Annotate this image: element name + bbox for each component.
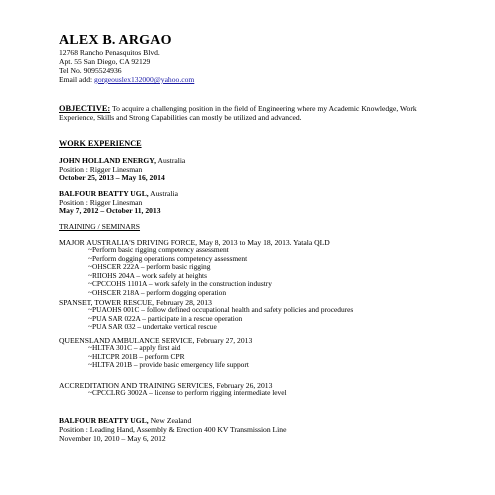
list-item: ~Perform basic rigging competency assessment [88, 245, 229, 254]
job-2-location: Australia [150, 189, 178, 198]
list-item: ~HLTFA 301C – apply first aid [88, 343, 181, 352]
list-item: ~Perform dogging operations competency assessment [88, 253, 248, 263]
job-3-employer-line [59, 416, 191, 425]
phone-line: Tel No. 9095524936 [59, 66, 122, 75]
job-1-employer: JOHN HOLLAND ENERGY, [59, 156, 156, 165]
job-1-employer-line [59, 156, 185, 165]
job-3-employer: BALFOUR BEATTY UGL, [59, 416, 149, 425]
job-3-location: New Zealand [150, 416, 192, 425]
training-group-2-title: SPANSET, TOWER RESCUE, February 28, 2013 [59, 298, 212, 307]
job-1-dates: October 25, 2013 – May 16, 2014 [59, 173, 165, 182]
applicant-name: ALEX B. ARGAO [59, 33, 172, 48]
address-line-1: 12768 Rancho Penasquitos Blvd. [59, 48, 160, 57]
job-2-dates: May 7, 2012 – October 11, 2013 [59, 206, 161, 215]
objective-label: OBJECTIVE: [59, 104, 111, 113]
email-link[interactable]: gorgeouslex132000@yahoo.com [94, 75, 195, 84]
job-3-position: Position : Leading Hand, Assembly & Erection 400 KV Transmission Line [59, 425, 287, 434]
work-experience-heading: WORK EXPERIENCE [59, 139, 142, 148]
job-3-dates: November 10, 2010 – May 6, 2012 [59, 434, 166, 443]
list-item: ~OHSCER 218A – perform dogging operation [88, 287, 227, 297]
job-2-position: Position : Rigger Linesman [59, 198, 143, 207]
list-item: ~CPCCOHS 1101A – work safely in the construction industry [88, 279, 272, 289]
objective-block [59, 104, 449, 123]
training-group-3-title: QUEENSLAND AMBULANCE SERVICE, February 27, 2013 [59, 336, 253, 345]
list-item: ~HLTFA 201B – provide basic emergency life support [88, 360, 249, 370]
job-2-employer-line [59, 189, 178, 198]
list-item: ~OHSCER 222A – perform basic rigging [88, 262, 211, 272]
list-item: ~RIIOHS 204A – work safely at heights [88, 270, 207, 280]
list-item: ~HLTCPR 201B – perform CPR [88, 351, 185, 361]
address-line-2: Apt. 55 San Diego, CA 92129 [59, 57, 151, 66]
training-group-4-title: ACCREDITATION AND TRAINING SERVICES, February 26, 2013 [59, 381, 273, 390]
training-group-1-title: MAJOR AUSTRALIA'S DRIVING FORCE, May 8, 2013 to May 18, 2013. Yatala QLD [59, 238, 330, 247]
objective-text: To acquire a challenging position in the field of Engineering where my Academic Knowledge, Work Experience, Skills and Strong Capabilities can mostly be utilized and advanced. [59, 104, 417, 123]
email-line [59, 75, 194, 84]
job-2-employer: BALFOUR BEATTY UGL, [59, 189, 149, 198]
list-item: ~CPCCLRG 3002A – license to perform rigging intermediate level [88, 388, 287, 397]
list-item: ~PUA SAR 022A – participate in a rescue operation [88, 313, 243, 323]
training-group-4-items [88, 389, 287, 398]
job-1-position: Position : Rigger Linesman [59, 165, 143, 174]
email-label: Email add: [59, 75, 93, 84]
job-1-location: Australia [157, 156, 186, 165]
training-group-1-items [88, 246, 272, 298]
training-group-3-items [88, 344, 249, 370]
training-heading: TRAINING / SEMINARS [59, 222, 141, 231]
list-item: ~PUAOHS 001C – follow defined occupational health and safety policies and procedures [88, 305, 354, 314]
list-item: ~PUA SAR 032 – undertake vertical rescue [88, 322, 217, 332]
training-group-2-items [88, 306, 353, 332]
